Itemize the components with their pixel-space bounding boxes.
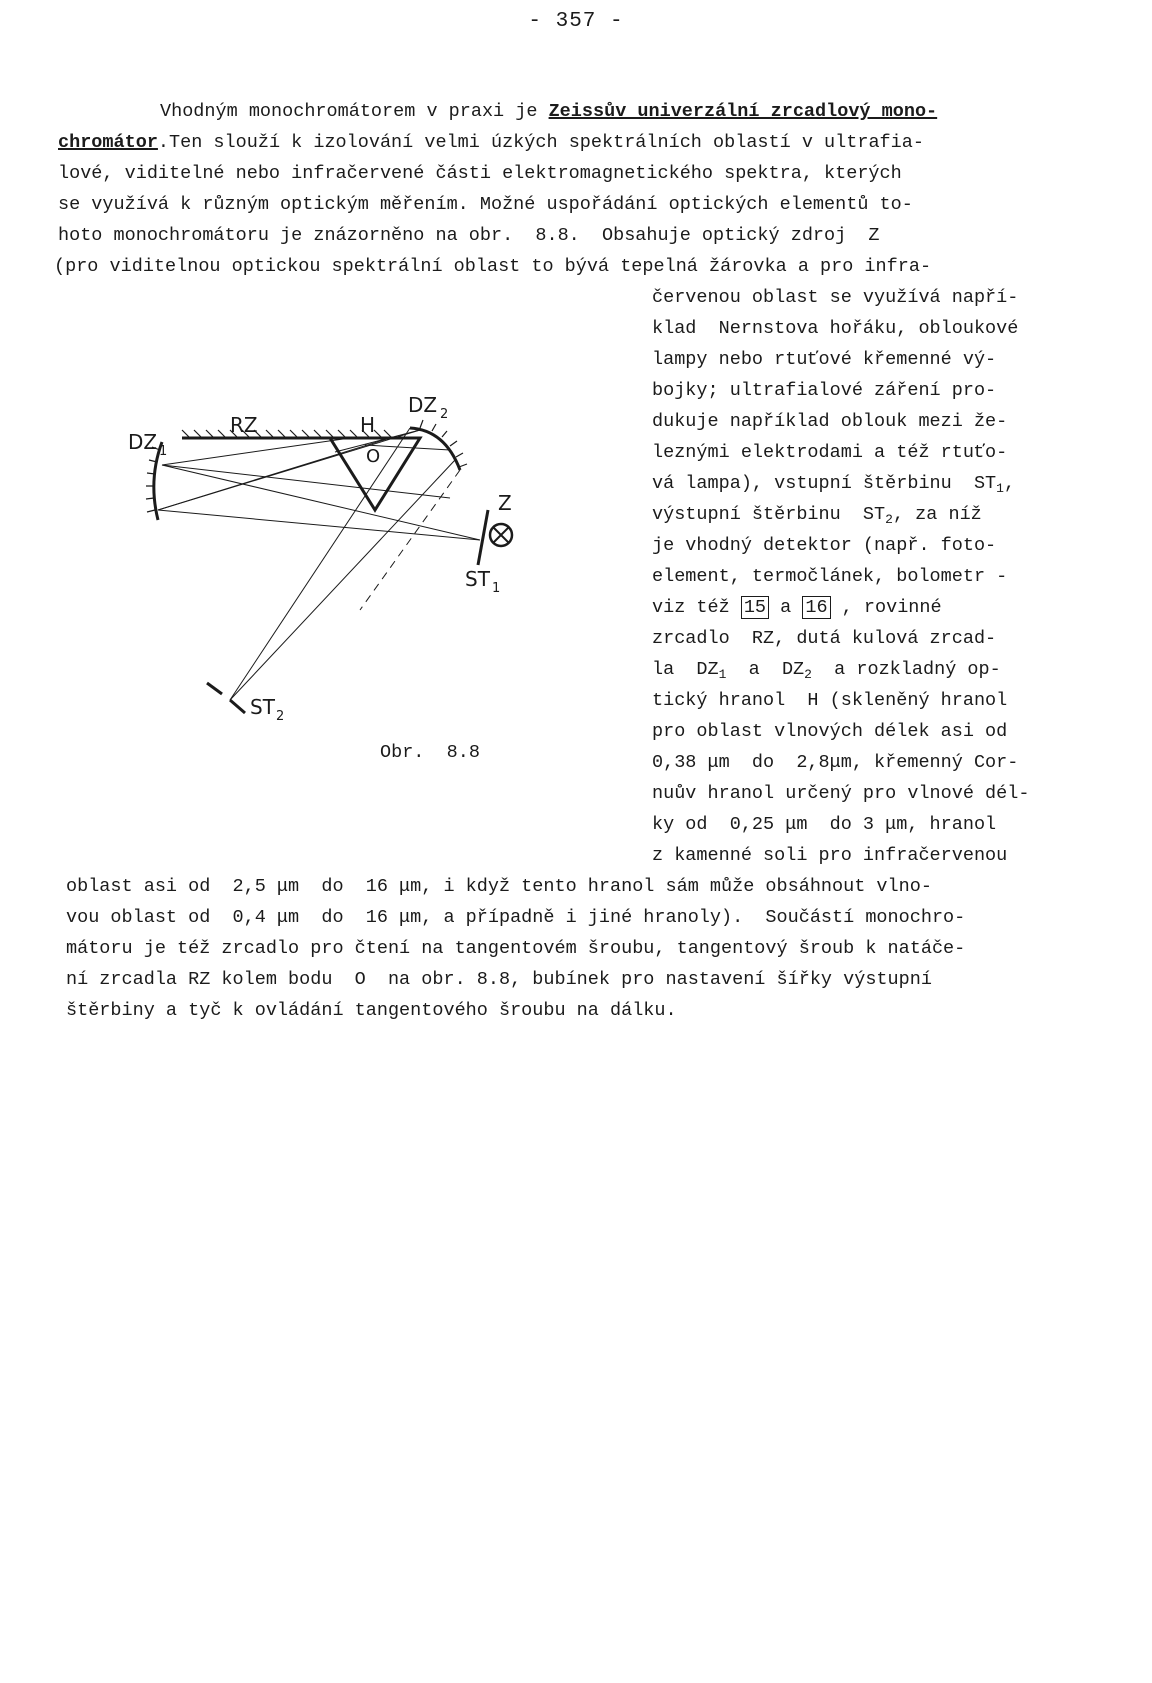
label-dz1: DZ (128, 430, 158, 454)
subscript: 2 (885, 512, 893, 527)
text-span: výstupní štěrbinu ST (652, 504, 886, 525)
label-z: Z (498, 491, 512, 515)
text-span: a (769, 597, 803, 618)
underlined-term: Zeissův univerzální zrcadlový mono- (548, 101, 938, 122)
text-span: viz též (652, 597, 741, 618)
text-span: , (1003, 473, 1016, 494)
text-line: ky od 0,25 μm do 3 μm, hranol (652, 814, 997, 835)
subscript: 2 (804, 667, 812, 682)
text-line: leznými elektrodami a též rtuťo- (652, 442, 1008, 463)
reference-box: 16 (802, 596, 830, 619)
label-st2-subscript: 2 (276, 709, 285, 724)
text-span: Vhodným monochromátorem v praxi je (160, 101, 549, 122)
text-line: hoto monochromátoru je znázorněno na obr. 8.8. Obsahuje optický zdroj Z (58, 225, 880, 246)
page-number: - 357 - (528, 10, 624, 33)
monochromator-diagram (120, 370, 540, 770)
text-line (58, 131, 924, 155)
text-line: se využívá k různým optickým měřením. Možné uspořádání optických elementů to- (58, 194, 913, 215)
underlined-term: chromátor (58, 132, 158, 153)
text-line (652, 472, 1015, 501)
text-line (652, 503, 982, 532)
text-span: .Ten slouží k izolování velmi úzkých spektrálních oblastí v ultrafia- (157, 132, 924, 153)
text-line (652, 596, 942, 620)
text-span: a rozkladný op- (811, 659, 1001, 680)
text-line: dukuje například oblouk mezi že- (652, 411, 1008, 432)
text-span: , rovinné (830, 597, 942, 618)
entrance-slit-st1 (478, 510, 488, 565)
text-line (160, 100, 937, 124)
text-line: červenou oblast se využívá napří- (652, 287, 1019, 308)
text-line: z kamenné soli pro infračervenou (652, 845, 1008, 866)
text-line: lampy nebo rtuťové křemenné vý- (652, 349, 997, 370)
text-line: zrcadlo RZ, dutá kulová zrcad- (652, 628, 997, 649)
text-line (652, 658, 1001, 687)
label-dz2-subscript: 2 (440, 407, 449, 422)
text-line: štěrbiny a tyč k ovládání tangentového šroubu na dálku. (66, 1000, 677, 1021)
text-line: bojky; ultrafialové záření pro- (652, 380, 997, 401)
subscript: 1 (718, 667, 727, 682)
figure-caption: Obr. 8.8 (380, 742, 480, 763)
text-line: (pro viditelnou optickou spektrální oblast to bývá tepelná žárovka a pro infra- (54, 256, 932, 277)
text-span: la DZ (652, 659, 719, 680)
source-z (490, 524, 512, 546)
label-rz: RZ (230, 413, 258, 437)
concave-mirror-dz2 (410, 420, 467, 470)
text-line: element, termočlánek, bolometr - (652, 566, 1008, 587)
label-st1-subscript: 1 (492, 581, 501, 596)
text-line: pro oblast vlnových délek asi od (652, 721, 1008, 742)
text-line: je vhodný detektor (např. foto- (652, 535, 997, 556)
text-line: 0,38 μm do 2,8μm, křemenný Cor- (652, 752, 1019, 773)
label-st1: ST (465, 567, 490, 591)
reference-box: 15 (741, 596, 769, 619)
label-h: H (360, 413, 376, 437)
text-line: tický hranol H (skleněný hranol (652, 690, 1008, 711)
text-line: lové, viditelné nebo infračervené části elektromagnetického spektra, kterých (58, 163, 902, 184)
label-o: O (366, 446, 381, 467)
label-dz1-subscript: 1 (159, 444, 168, 459)
text-span: vá lampa), vstupní štěrbinu ST (652, 473, 997, 494)
light-rays (158, 428, 480, 700)
text-line: nuův hranol určený pro vlnové dél- (652, 783, 1030, 804)
text-line: klad Nernstova hořáku, obloukové (652, 318, 1019, 339)
text-line: vou oblast od 0,4 μm do 16 μm, a případně i jiné hranoly). Součástí monochro- (66, 907, 966, 928)
exit-slit-st2 (207, 683, 245, 713)
text-span: a DZ (726, 659, 805, 680)
text-span: , za níž (892, 504, 982, 525)
text-line: mátoru je též zrcadlo pro čtení na tangentovém šroubu, tangentový šroub k natáče- (66, 938, 966, 959)
text-line: oblast asi od 2,5 μm do 16 μm, i když tento hranol sám může obsáhnout vlno- (66, 876, 932, 897)
label-dz2: DZ (408, 393, 438, 417)
subscript: 1 (996, 481, 1004, 496)
text-line: ní zrcadla RZ kolem bodu O na obr. 8.8, bubínek pro nastavení šířky výstupní (66, 969, 932, 990)
label-st2: ST (250, 695, 275, 719)
